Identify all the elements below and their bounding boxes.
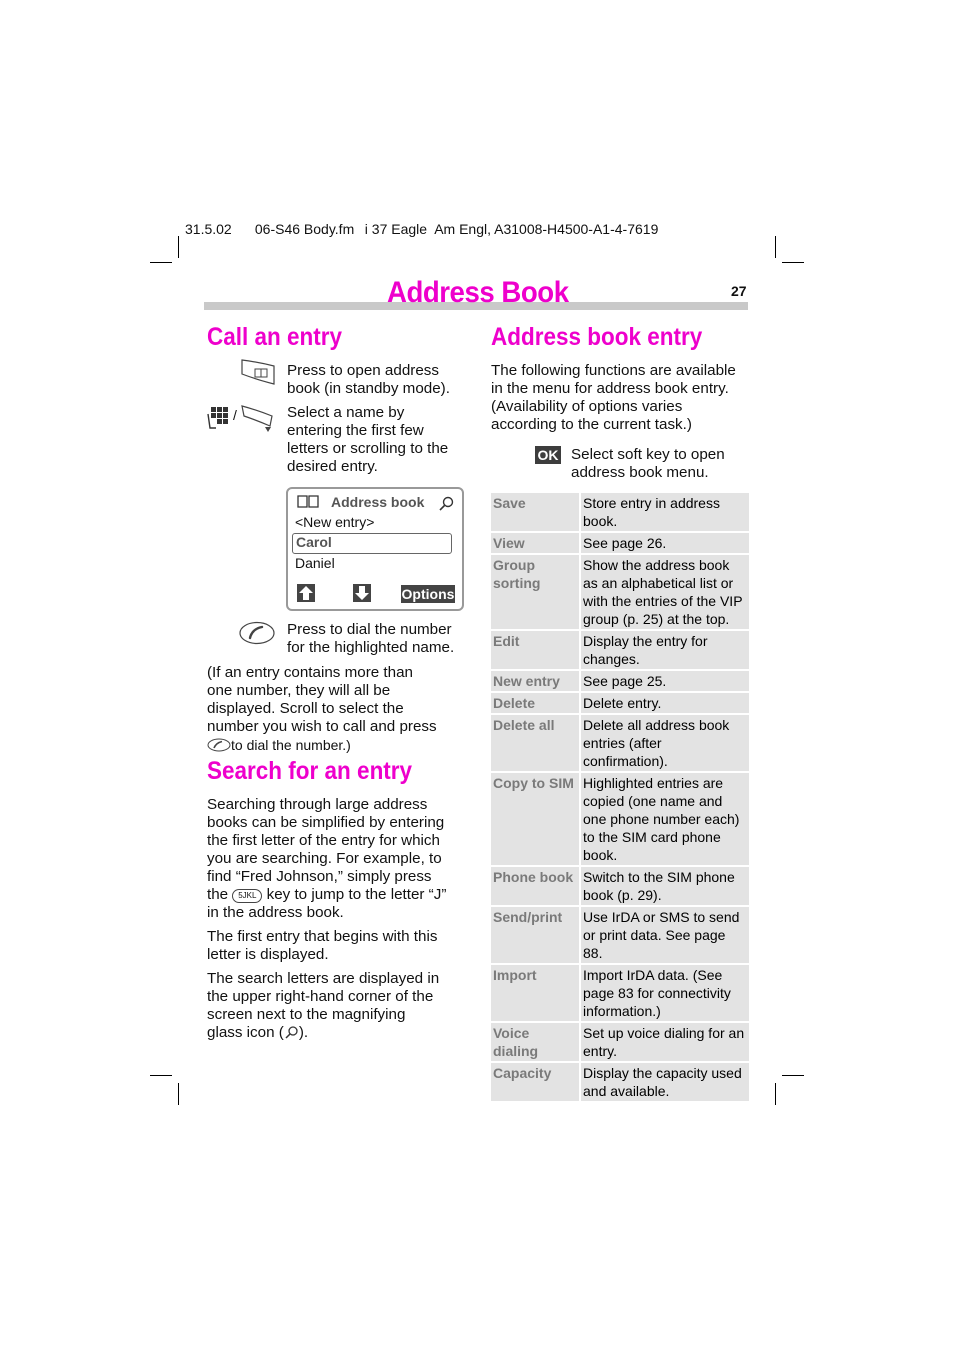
heading-call-entry: Call an entry	[207, 323, 343, 351]
search-para-1	[207, 796, 446, 922]
search-para-2	[207, 928, 437, 964]
text-segment: the	[207, 886, 229, 903]
menu-option-name: Group sorting	[491, 555, 581, 629]
text-line: in the address book.	[207, 904, 344, 921]
table-row	[491, 907, 749, 963]
menu-option-name: Copy to SIM	[491, 773, 581, 865]
menu-option-description: Highlighted entries are copied (one name and one phone number each) to the SIM card phone book.	[581, 773, 749, 865]
table-row	[491, 555, 749, 629]
crop-mark	[178, 1083, 179, 1105]
text-line: Searching through large address	[207, 796, 428, 813]
text-line: The following functions are available	[491, 362, 736, 379]
text-line: books can be simplified by entering	[207, 814, 445, 831]
page-title: Address Book	[387, 276, 569, 309]
step-select-name	[287, 404, 448, 476]
menu-option-description: Use IrDA or SMS to send or print data. See page 88.	[581, 907, 749, 963]
text-line: Select a name by	[287, 404, 405, 421]
crop-mark	[150, 262, 172, 263]
arrow-up-icon[interactable]	[297, 584, 315, 605]
menu-option-name: Send/print	[491, 907, 581, 963]
magnifier-inline-icon	[284, 1025, 299, 1039]
text-line: Press to open address	[287, 362, 439, 379]
text-line: address book menu.	[571, 464, 709, 481]
text-line: in the menu for address book entry.	[491, 380, 729, 397]
key-5-icon: 5JKL	[232, 889, 262, 903]
options-softkey[interactable]: Options	[401, 586, 455, 602]
table-row	[491, 1023, 749, 1061]
phonebook-key-icon	[240, 358, 276, 391]
screen-item-new[interactable]: <New entry>	[295, 514, 375, 530]
table-row	[491, 715, 749, 771]
screen-title: Address book	[331, 494, 425, 510]
text-line: displayed. Scroll to select the	[207, 700, 404, 717]
call-key-inline-icon	[207, 738, 231, 752]
book-icon	[296, 494, 320, 512]
crop-mark	[775, 236, 776, 258]
menu-option-description: Display the capacity used and available.	[581, 1063, 749, 1101]
menu-option-description: Store entry in address book.	[581, 493, 749, 531]
table-row	[491, 773, 749, 865]
menu-option-name: New entry	[491, 671, 581, 691]
menu-option-description: Display the entry for changes.	[581, 631, 749, 669]
header-model: Eagle	[391, 221, 428, 237]
menu-option-name: View	[491, 533, 581, 553]
table-row	[491, 631, 749, 669]
menu-option-description: Switch to the SIM phone book (p. 29).	[581, 867, 749, 905]
text-segment: ).	[298, 1024, 309, 1041]
menu-option-description: Show the address book as an alphabetical list or with the entries of the VIP group (p. 25) at the top.	[581, 555, 749, 629]
crop-mark	[178, 236, 179, 258]
step-softkey	[571, 446, 725, 482]
step-dial	[287, 621, 454, 657]
text-line: number you wish to call and press	[207, 718, 437, 735]
crop-mark	[150, 1075, 172, 1076]
table-row	[491, 965, 749, 1021]
header-doc-id: A31008-H4500-A1-4-7619	[494, 221, 659, 237]
heading-address-book-entry: Address book entry	[491, 323, 703, 351]
text-line: book (in standby mode).	[287, 380, 450, 397]
page-number: 27	[731, 283, 747, 299]
heading-search-entry: Search for an entry	[207, 757, 413, 785]
phone-screen	[286, 487, 464, 611]
text-line: Press to dial the number	[287, 621, 452, 638]
menu-option-name: Save	[491, 493, 581, 531]
crop-mark	[775, 1083, 776, 1105]
call-note	[207, 664, 437, 754]
text-line: screen next to the magnifying	[207, 1006, 406, 1023]
text-line: according to the current task.)	[491, 416, 692, 433]
nav-key-icon	[240, 404, 274, 439]
call-key-icon	[239, 621, 275, 650]
menu-option-description: Delete entry.	[581, 693, 749, 713]
keypad-icon	[207, 406, 233, 435]
header-file: 06-S46 Body.fm	[254, 221, 355, 237]
menu-option-name: Voice dialing	[491, 1023, 581, 1061]
text-line: (Availability of options varies	[491, 398, 683, 415]
text-line: letters or scrolling to the	[287, 440, 449, 457]
menu-options-table	[491, 491, 749, 1103]
menu-option-name: Import	[491, 965, 581, 1021]
menu-option-name: Phone book	[491, 867, 581, 905]
arrow-down-icon[interactable]	[353, 584, 371, 605]
crop-mark	[782, 1075, 804, 1076]
text-segment: key to jump to the letter “J”	[266, 886, 447, 903]
step-open-book	[287, 362, 450, 398]
text-line: The first entry that begins with this	[207, 928, 438, 945]
text-line: one number, they will all be	[207, 682, 391, 699]
text-line	[207, 736, 437, 754]
text-line: The search letters are displayed in	[207, 970, 440, 987]
text-line: Select soft key to open	[571, 446, 725, 463]
text-line: desired entry.	[287, 458, 378, 475]
table-row	[491, 493, 749, 531]
text-line: for the highlighted name.	[287, 639, 455, 656]
text-segment: glass icon (	[207, 1024, 284, 1041]
table-row	[491, 671, 749, 691]
menu-option-name: Edit	[491, 631, 581, 669]
menu-option-description: See page 26.	[581, 533, 749, 553]
menu-option-name: Delete all	[491, 715, 581, 771]
table-row	[491, 867, 749, 905]
menu-option-description: See page 25.	[581, 671, 749, 691]
text-line: (If an entry contains more than	[207, 664, 413, 681]
crop-mark	[782, 262, 804, 263]
slash-separator: /	[233, 407, 237, 423]
table-row	[491, 693, 749, 713]
text-line: you are searching. For example, to	[207, 850, 442, 867]
header-page-ref: i 37	[364, 221, 388, 237]
text-line: the upper right-hand corner of the	[207, 988, 434, 1005]
screen-item-daniel[interactable]: Daniel	[295, 555, 335, 571]
menu-option-name: Delete	[491, 693, 581, 713]
text-line	[207, 1024, 439, 1042]
table-row	[491, 533, 749, 553]
text-line: find “Fred Johnson,” simply press	[207, 868, 432, 885]
entry-intro	[491, 362, 736, 434]
menu-option-name: Capacity	[491, 1063, 581, 1101]
menu-option-description: Set up voice dialing for an entry.	[581, 1023, 749, 1061]
text-line: letter is displayed.	[207, 946, 329, 963]
text-segment: to dial the number.)	[231, 737, 351, 753]
header-lang: Am Engl,	[434, 221, 491, 237]
magnifier-icon	[439, 496, 454, 514]
header-date: 31.5.02	[185, 221, 232, 237]
text-line: the first letter of the entry for which	[207, 832, 440, 849]
print-header	[185, 221, 658, 237]
menu-option-description: Delete all address book entries (after confirmation).	[581, 715, 749, 771]
menu-option-description: Import IrDA data. (See page 83 for connectivity information.)	[581, 965, 749, 1021]
table-row	[491, 1063, 749, 1101]
text-line	[207, 886, 446, 904]
ok-softkey-icon: OK	[535, 446, 561, 464]
text-line: entering the first few	[287, 422, 424, 439]
screen-item-carol[interactable]: Carol	[296, 534, 332, 550]
search-para-3	[207, 970, 439, 1042]
